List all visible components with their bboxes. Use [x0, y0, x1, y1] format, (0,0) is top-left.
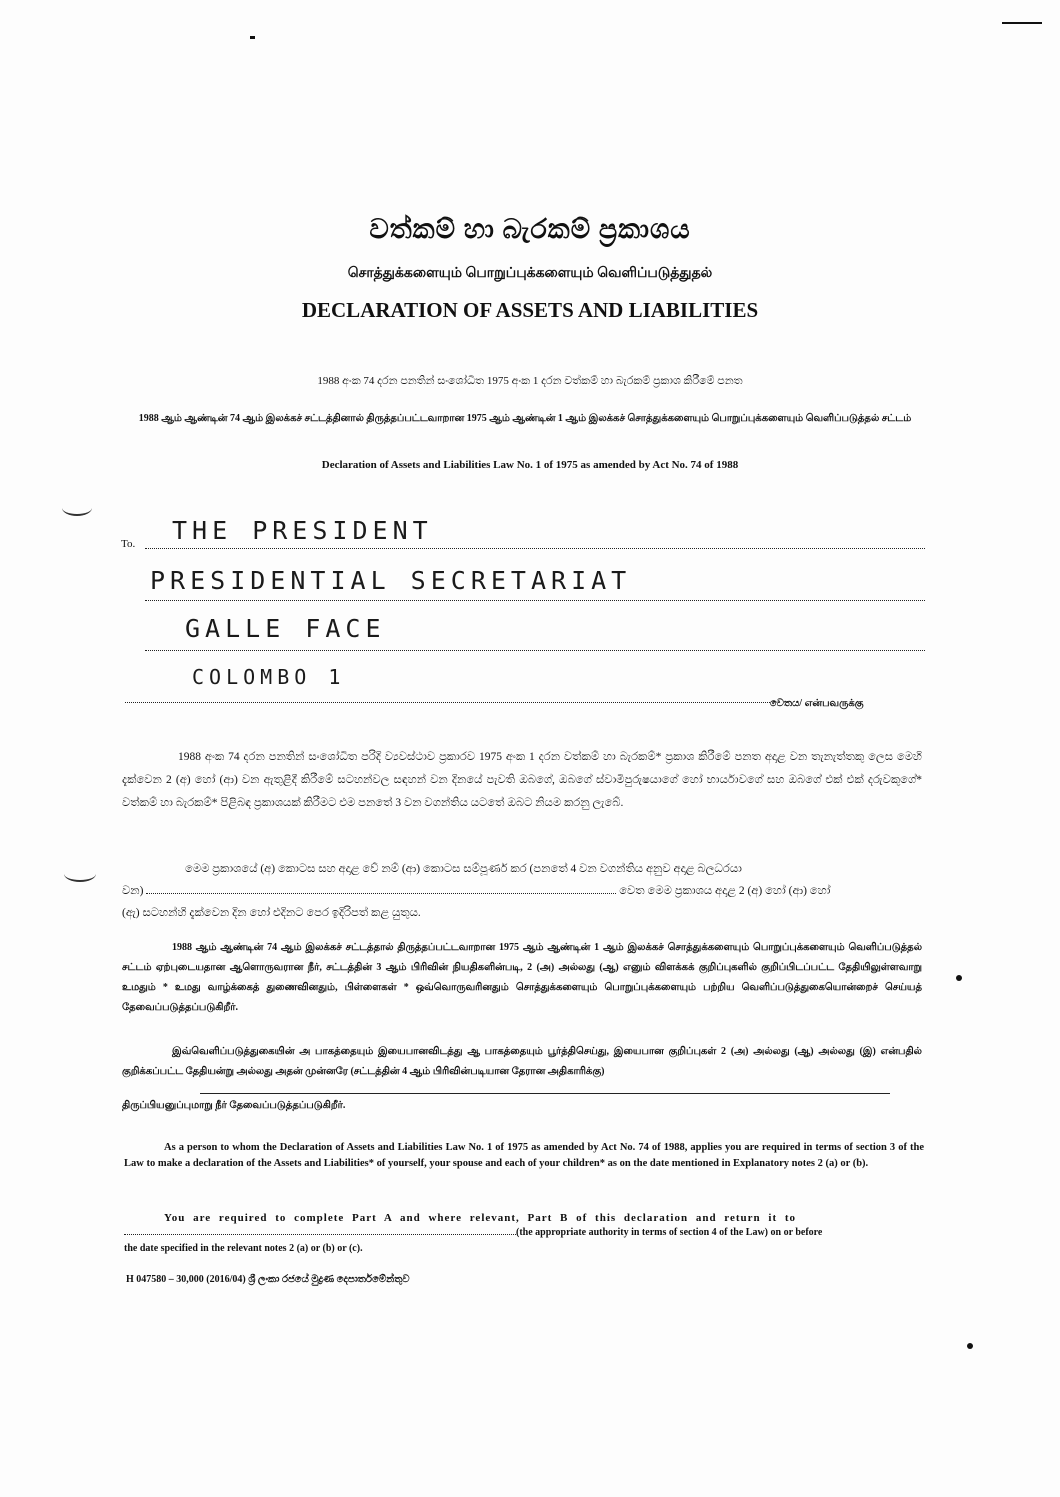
authority-blank-english[interactable]: [124, 1234, 516, 1235]
address-line-3[interactable]: GALLE FACE: [185, 614, 386, 643]
scan-mark: [956, 975, 962, 981]
law-reference-tamil: 1988 ஆம் ஆண்டின் 74 ஆம் இலக்கச் சட்டத்தினால் திருத்தப்பட்டவாறான 1975 ஆம் ஆண்டின் 1 ஆம் இலக்கச் சொத்துக்களையும் பொறுப்புக்களையும் வெளிப்படுத்தல் சட்டம்: [138, 413, 912, 424]
title-english: DECLARATION OF ASSETS AND LIABILITIES: [301, 298, 759, 322]
scan-mark: [62, 500, 92, 516]
paragraph-tamil-1: 1988 ஆம் ஆண்டின் 74 ஆம் இலக்கச் சட்டத்தால் திருத்தப்பட்டவாறான 1975 ஆம் ஆண்டின் 1 ஆம் இலக்கச் சொத்துக்களையும் பொறுப்புக்களையும் வெளிப்படுத்தல் சட்டம் ஏற்புடையதான ஆளொருவரான நீர், சட்டத்தின் 3 ஆம் பிரிவின் நியதிகளின்படி, 2 (அ) அல்லது (ஆ) எனும் விளக்கக் குறிப்புகளில் குறிப்பிடப்பட்ட தேதியிலுள்ளவாறு உமதும் * உமது வாழ்க்கைத் துணைவினதும், பிள்ளைகள் * ஒவ்வொருவரினதும் சொத்துக்களையும் பொறுப்புக்களையும் பற்றிய வெளிப்படுத்துகையொன்றைச் செய்யத் தேவைப்படுத்தப்படுகிறீர்.: [122, 942, 922, 1013]
to-label: To.: [121, 538, 136, 550]
paragraph-english-2a: You are required to complete Part A and where relevant, Part B of this declaration and return it to: [164, 1212, 797, 1224]
law-reference-english: Declaration of Assets and Liabilities Law No. 1 of 1975 as amended by Act No. 74 of 1988: [321, 459, 739, 471]
address-line-2-rule: [145, 600, 925, 601]
title-sinhala: වත්කම් හා බැරකම් ප්‍රකාශය: [369, 214, 691, 244]
printer-imprint: H 047580 – 30,000 (2016/04) ශ්‍රී ලංකා රජයේ මුද්‍රණ දෙපාර්තමේන්තුව: [126, 1274, 410, 1285]
paragraph-tamil-2: இவ்வெளிப்படுத்துகையின் அ பாகத்தையும் இயைபானவிடத்து ஆ பாகத்தையும் பூர்த்திசெய்து, இயைபான குறிப்புகள் 2 (அ) அல்லது (ஆ) அல்லது (இ) என்பதில் குறிக்கப்பட்ட தேதியன்று அல்லது அதன் முன்னரே (சட்டத்தின் 4 ஆம் பிரிவின்படியான தேரான அதிகாரிக்கு): [122, 1046, 922, 1077]
authority-blank-sinhala[interactable]: [146, 893, 616, 894]
paragraph-sinhala-2a: මෙම ප්‍රකාශයේ (අ) කොටස සහ අදාළ වේ නම් (ආ) කොටස සම්පූර්ණ කර (පනතේ 4 වන වගන්තිය අනුව අදාළ බලධරයා: [185, 863, 742, 875]
address-line-1[interactable]: THE PRESIDENT: [172, 516, 433, 545]
paragraph-tamil-3: திருப்பியனுப்புமாறு நீர் தேவைப்படுத்தப்படுகிறீர்.: [122, 1100, 346, 1111]
scan-mark: [1002, 22, 1042, 24]
paragraph-english-2c: the date specified in the relevant notes 2 (a) or (b) or (c).: [124, 1243, 363, 1254]
paragraph-english-2b: (the appropriate authority in terms of section 4 of the Law) on or before: [516, 1227, 823, 1238]
paragraph-sinhala-2b-post: වෙත මෙම ප්‍රකාශය අදාළ 2 (අ) හෝ (ආ) හෝ: [619, 885, 831, 897]
address-line-1-rule: [145, 548, 925, 549]
scan-mark: [64, 866, 96, 882]
paragraph-sinhala-2b: [122, 880, 922, 903]
paragraph-sinhala-1: 1988 අංක 74 දරන පනතින් සංශෝධිත පරිදි ව්‍යවස්ථාව ප්‍රකාරව 1975 අංක 1 දරන වත්කම් හා බැරකම්* ප්‍රකාශ කිරීමේ පනත අදාළ වන තැනැත්තකු ලෙස මෙහි දැක්වෙන 2 (අ) හෝ (ආ) වන ඇතුළිදී කිරීමේ සටහන්වල සඳහන් වන දිනයේ පැවති ඔබගේ, ඔබගේ ස්වාමිපුරුෂයාගේ හෝ භාර්යාවගේ සහ ඔබගේ එක් එක් දරුවකුගේ* වත්කම් හා බැරකම්* පිළිබඳ ප්‍රකාශයක් කිරීමට එම පනතේ 3 වන වගන්තිය යටතේ ඔබට නියම කරනු ලැබේ.: [122, 751, 922, 809]
paragraph-english-2b-row: [124, 1227, 924, 1238]
address-line-3-rule: [145, 650, 925, 651]
scan-mark: [250, 36, 255, 39]
title-tamil: சொத்துக்களையும் பொறுப்புக்களையும் வெளிப்படுத்துதல்: [347, 266, 713, 281]
paragraph-english-1: As a person to whom the Declaration of Assets and Liabilities Law No. 1 of 1975 as amended by Act No. 74 of 1988, applies you are required in terms of section 3 of the Law to make a declaration of the Assets and Liabilities* of yourself, your spouse and each of your children* as on the date mentioned in Explanatory notes 2 (a) or (b).: [124, 1142, 924, 1169]
address-line-2[interactable]: PRESIDENTIAL SECRETARIAT: [150, 566, 632, 595]
address-line-4[interactable]: COLOMBO 1: [192, 665, 346, 689]
paragraph-sinhala-2b-pre: වන): [122, 885, 144, 897]
law-reference-sinhala: 1988 අංක 74 දරන පනතින් සංශෝධිත 1975 අංක 1 දරන වත්කම් හා බැරකම් ප්‍රකාශ කිරීමේ පනත: [317, 375, 743, 387]
paragraph-sinhala-2c: (ඇ) සටහන්හි දැක්වෙන දින හෝ එදිනට පෙර ඉදිරිපත් කළ යුතුය.: [122, 907, 421, 919]
address-line-4-rule: [125, 702, 770, 703]
scan-mark: [967, 1343, 973, 1349]
office-label: වෙතය/ என்பவருக்கு: [770, 698, 864, 709]
